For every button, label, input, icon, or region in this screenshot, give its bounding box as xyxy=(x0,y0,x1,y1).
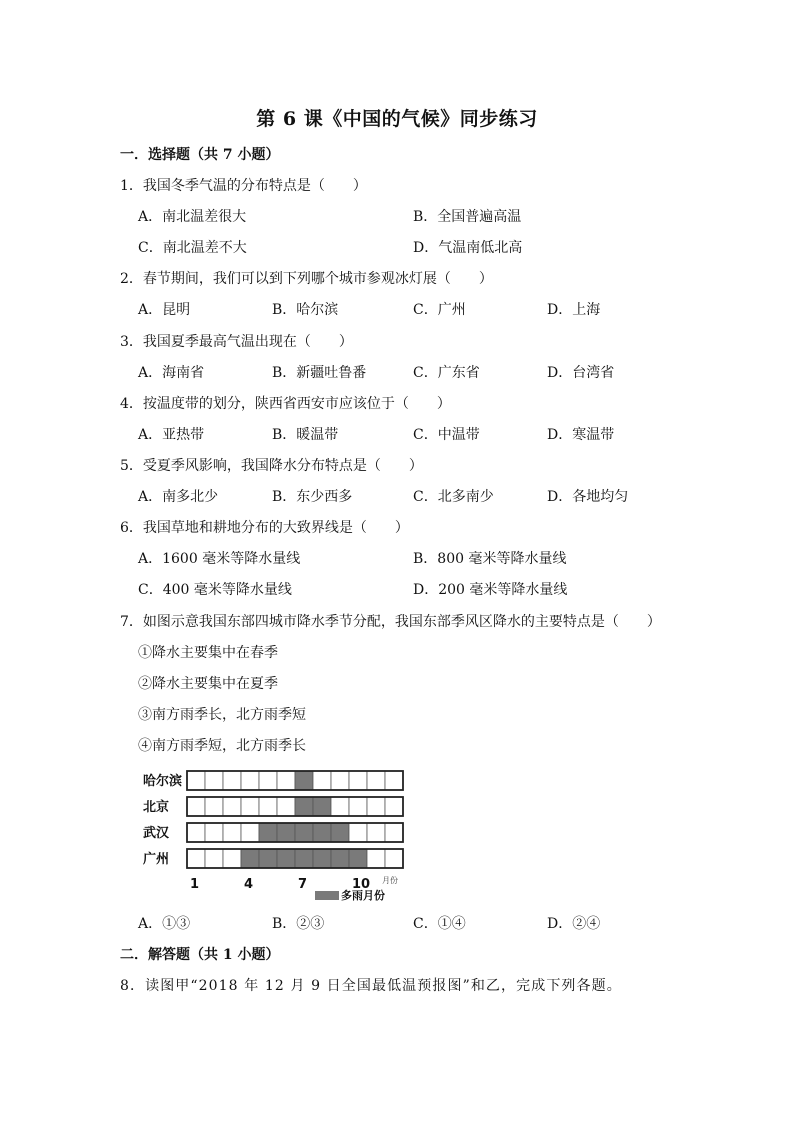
month-cell xyxy=(205,849,223,868)
month-cell xyxy=(205,823,223,842)
q1-option-a[interactable]: A．南北温差很大 xyxy=(138,209,247,225)
q6-option-b[interactable]: B．800 毫米等降水量线 xyxy=(413,551,567,567)
month-cell xyxy=(349,771,367,790)
q7-option-b[interactable]: B．②③ xyxy=(272,916,325,932)
q5-option-a[interactable]: A．南多北少 xyxy=(138,489,219,505)
section-heading-answer: 二．解答题（共 1 小题） xyxy=(120,947,280,963)
month-cell xyxy=(277,797,295,816)
month-cell xyxy=(241,771,259,790)
rainy-month-cell xyxy=(313,797,331,816)
q7-statement-2: ②降水主要集中在夏季 xyxy=(138,676,278,692)
q5-option-d[interactable]: D．各地均匀 xyxy=(547,489,629,505)
month-cell xyxy=(385,849,403,868)
q2-option-b[interactable]: B．哈尔滨 xyxy=(272,302,339,318)
rainy-month-cell xyxy=(241,849,259,868)
month-cell xyxy=(259,771,277,790)
q7-option-c[interactable]: C．①④ xyxy=(413,916,466,932)
month-cell xyxy=(331,771,349,790)
q7-statement-4: ④南方雨季短，北方雨季长 xyxy=(138,738,306,754)
q3-option-d[interactable]: D．台湾省 xyxy=(547,365,615,381)
legend-label: 多雨月份 xyxy=(341,889,385,902)
x-unit-label: 月份 xyxy=(382,876,398,885)
q6-option-a[interactable]: A．1600 毫米等降水量线 xyxy=(138,551,301,567)
month-cell xyxy=(331,797,349,816)
month-cell xyxy=(241,797,259,816)
q1-option-b[interactable]: B．全国普遍高温 xyxy=(413,209,522,225)
question-5-stem: 5．受夏季风影响，我国降水分布特点是（ ） xyxy=(120,458,423,474)
row-label: 北京 xyxy=(143,800,170,815)
rainy-month-cell xyxy=(259,823,277,842)
q2-option-a[interactable]: A．昆明 xyxy=(138,302,191,318)
month-cell xyxy=(385,823,403,842)
rainy-month-cell xyxy=(313,849,331,868)
q5-option-b[interactable]: B．东少西多 xyxy=(272,489,353,505)
month-cell xyxy=(349,823,367,842)
rainy-month-cell xyxy=(295,771,313,790)
q3-option-a[interactable]: A．海南省 xyxy=(138,365,205,381)
q5-option-c[interactable]: C．北多南少 xyxy=(413,489,494,505)
month-cell xyxy=(205,771,223,790)
x-tick-label: 10 xyxy=(352,877,371,892)
legend-swatch xyxy=(315,891,339,900)
month-cell xyxy=(223,849,241,868)
month-cell xyxy=(349,797,367,816)
question-3-stem: 3．我国夏季最高气温出现在（ ） xyxy=(120,334,353,350)
q6-option-d[interactable]: D．200 毫米等降水量线 xyxy=(413,582,568,598)
question-1-stem: 1．我国冬季气温的分布特点是（ ） xyxy=(120,178,367,194)
rainy-month-cell xyxy=(295,797,313,816)
month-cell xyxy=(367,849,385,868)
month-cell xyxy=(367,797,385,816)
q7-option-a[interactable]: A．①③ xyxy=(138,916,191,932)
rainfall-season-chart xyxy=(130,762,420,907)
rainy-month-cell xyxy=(331,823,349,842)
rainy-month-cell xyxy=(259,849,277,868)
q7-statement-3: ③南方雨季长，北方雨季短 xyxy=(138,707,306,723)
q1-option-d[interactable]: D．气温南低北高 xyxy=(413,240,523,256)
month-cell xyxy=(277,771,295,790)
rainy-month-cell xyxy=(331,849,349,868)
q7-option-d[interactable]: D．②④ xyxy=(547,916,601,932)
q4-option-a[interactable]: A．亚热带 xyxy=(138,427,205,443)
q3-option-c[interactable]: C．广东省 xyxy=(413,365,480,381)
rainy-month-cell xyxy=(295,823,313,842)
q4-option-d[interactable]: D．寒温带 xyxy=(547,427,615,443)
question-8-stem: 8．读图甲“2018 年 12 月 9 日全国最低温预报图”和乙，完成下列各题。 xyxy=(120,978,622,994)
month-cell xyxy=(187,797,205,816)
question-4-stem: 4．按温度带的划分，陕西省西安市应该位于（ ） xyxy=(120,396,451,412)
x-tick-label: 4 xyxy=(244,877,254,892)
q4-option-b[interactable]: B．暖温带 xyxy=(272,427,339,443)
rainy-month-cell xyxy=(295,849,313,868)
q1-option-c[interactable]: C．南北温差不大 xyxy=(138,240,247,256)
month-cell xyxy=(367,823,385,842)
month-cell xyxy=(367,771,385,790)
question-2-stem: 2．春节期间，我们可以到下列哪个城市参观冰灯展（ ） xyxy=(120,271,493,287)
month-cell xyxy=(241,823,259,842)
question-7-stem: 7．如图示意我国东部四城市降水季节分配，我国东部季风区降水的主要特点是（ ） xyxy=(120,614,661,630)
month-cell xyxy=(313,771,331,790)
month-cell xyxy=(187,849,205,868)
q3-option-b[interactable]: B．新疆吐鲁番 xyxy=(272,365,367,381)
row-label: 哈尔滨 xyxy=(143,774,183,789)
month-cell xyxy=(223,823,241,842)
month-cell xyxy=(259,797,277,816)
rainy-month-cell xyxy=(349,849,367,868)
q6-option-c[interactable]: C．400 毫米等降水量线 xyxy=(138,582,292,598)
row-label: 武汉 xyxy=(143,826,170,841)
row-label: 广州 xyxy=(143,852,170,867)
q7-statement-1: ①降水主要集中在春季 xyxy=(138,645,278,661)
month-cell xyxy=(385,797,403,816)
question-6-stem: 6．我国草地和耕地分布的大致界线是（ ） xyxy=(120,520,409,536)
section-heading-choice: 一．选择题（共 7 小题） xyxy=(120,147,280,163)
month-cell xyxy=(223,771,241,790)
month-cell xyxy=(187,823,205,842)
x-tick-label: 7 xyxy=(298,877,308,892)
rainy-month-cell xyxy=(277,849,295,868)
rainy-month-cell xyxy=(277,823,295,842)
month-cell xyxy=(187,771,205,790)
q2-option-c[interactable]: C．广州 xyxy=(413,302,466,318)
q2-option-d[interactable]: D．上海 xyxy=(547,302,601,318)
q4-option-c[interactable]: C．中温带 xyxy=(413,427,480,443)
rainy-month-cell xyxy=(313,823,331,842)
x-tick-label: 1 xyxy=(190,877,200,892)
month-cell xyxy=(205,797,223,816)
month-cell xyxy=(223,797,241,816)
month-cell xyxy=(385,771,403,790)
page-title: 第 6 课《中国的气候》同步练习 xyxy=(256,108,538,130)
